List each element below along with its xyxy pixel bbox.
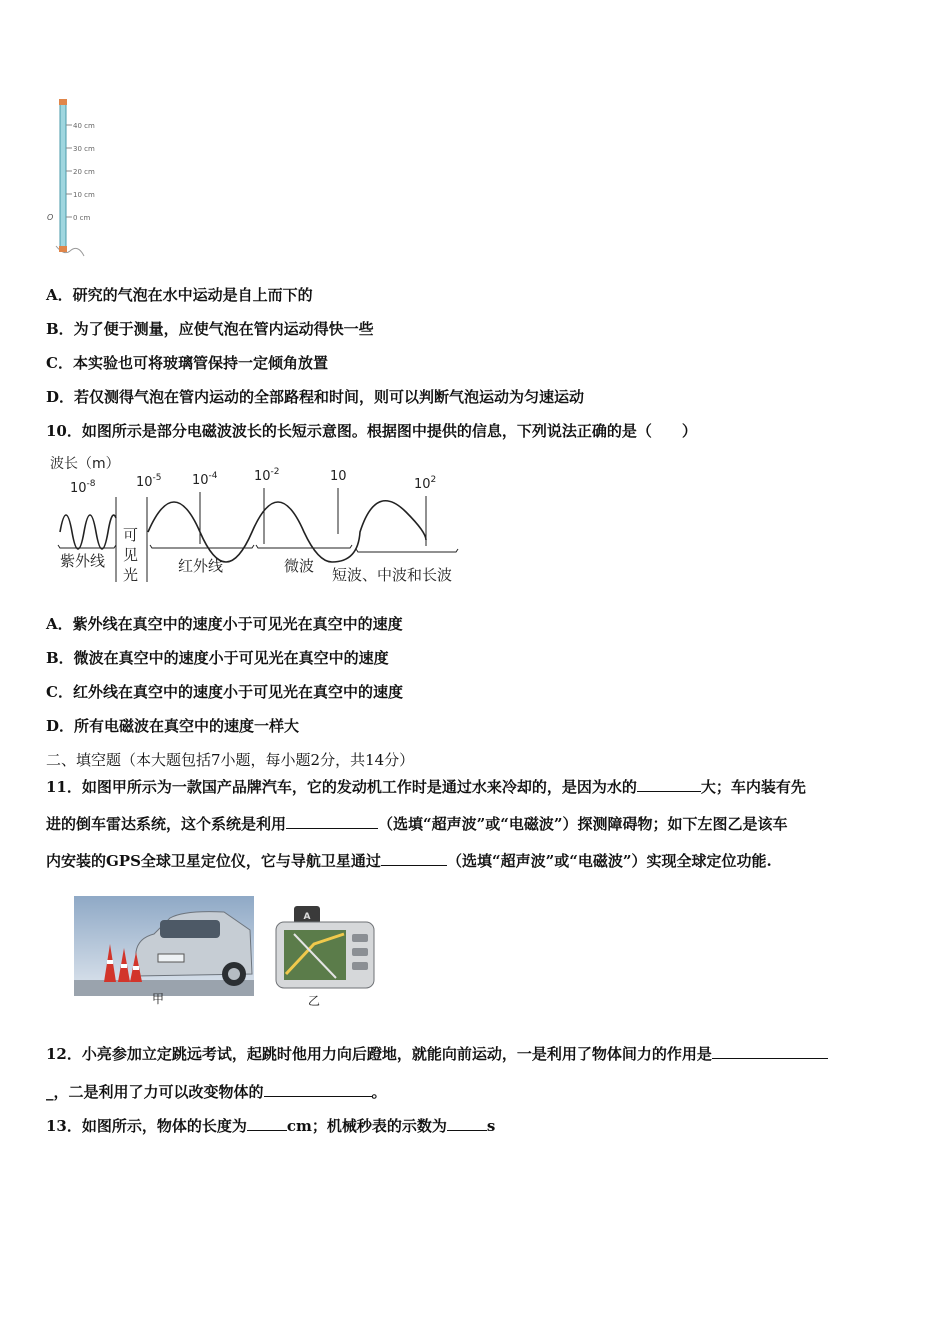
gps-button xyxy=(352,962,368,970)
q9-option-b: B．为了便于测量，应使气泡在管内运动得快一些 xyxy=(46,320,374,338)
wl-label: $10^{-5}$ xyxy=(136,473,162,490)
gps-antenna-logo: A xyxy=(303,912,311,922)
answer-blank[interactable] xyxy=(286,813,378,829)
cone-stripe xyxy=(121,964,127,968)
car-wheel-hub xyxy=(228,968,240,980)
q12-text: _，二是利用了力可以改变物体的 xyxy=(46,1083,264,1101)
q13-line xyxy=(46,1115,495,1136)
wl-label: $10^{-8}$ xyxy=(70,479,96,496)
q13-text: 13．如图所示，物体的长度为 xyxy=(46,1117,247,1135)
q11-text: （选填“超声波”或“电磁波”）实现全球定位功能. xyxy=(446,852,772,870)
tick-label: 20 cm xyxy=(73,168,95,176)
wl-label: $10^2$ xyxy=(414,475,437,492)
car-rear-window xyxy=(160,920,220,938)
band-brace xyxy=(356,549,458,552)
wavelength-axis-label: 波长（m） xyxy=(50,456,120,472)
q12-line-1 xyxy=(46,1043,828,1064)
q10-option-b: B．微波在真空中的速度小于可见光在真空中的速度 xyxy=(46,649,389,667)
q9-option-d: D．若仅测得气泡在管内运动的全部路程和时间，则可以判断气泡运动为匀速运动 xyxy=(46,388,585,406)
visible-char: 可 xyxy=(123,526,139,544)
glass-tube xyxy=(60,101,66,251)
answer-blank[interactable] xyxy=(712,1043,828,1059)
band-label-uv: 紫外线 xyxy=(60,552,106,570)
cone-stripe xyxy=(107,960,113,964)
q10-option-c: C．红外线在真空中的速度小于可见光在真空中的速度 xyxy=(46,683,403,701)
q11-text: 大；车内装有先 xyxy=(700,778,806,796)
answer-blank[interactable] xyxy=(247,1115,287,1131)
visible-char: 见 xyxy=(123,546,139,564)
q12-line-2 xyxy=(46,1081,387,1102)
band-brace xyxy=(58,545,116,548)
band-label-radio: 短波、中波和长波 xyxy=(332,566,453,584)
visible-char: 光 xyxy=(123,566,139,584)
cone-stripe xyxy=(133,966,139,970)
q11-line-2 xyxy=(46,813,788,834)
band-brace xyxy=(150,545,254,548)
tube-cap-bottom xyxy=(59,246,67,252)
wl-label: $10^{-2}$ xyxy=(254,467,280,484)
bubble-tube-figure xyxy=(44,96,124,261)
answer-blank[interactable] xyxy=(381,850,447,866)
q11-text: （选填“超声波”或“电磁波”）探测障碍物；如下左图乙是该车 xyxy=(378,815,788,833)
band-brace xyxy=(256,545,352,548)
q9-option-c: C．本实验也可将玻璃管保持一定倾角放置 xyxy=(46,354,328,372)
tick-label: 10 cm xyxy=(73,191,95,199)
band-label-ir: 红外线 xyxy=(178,557,224,575)
q9-option-a: A．研究的气泡在水中运动是自上而下的 xyxy=(46,286,313,304)
q12-text: 。 xyxy=(371,1083,387,1101)
answer-blank[interactable] xyxy=(637,776,701,792)
q11-text: 进的倒车雷达系统，这个系统是利用 xyxy=(46,815,287,833)
answer-blank[interactable] xyxy=(447,1115,487,1131)
q10-option-a: A．紫外线在真空中的速度小于可见光在真空中的速度 xyxy=(46,615,403,633)
wave-curve xyxy=(60,501,426,562)
tube-cap-top xyxy=(59,99,67,105)
q11-text: 内安装的GPS全球卫星定位仪，它与导航卫星通过 xyxy=(46,852,381,870)
answer-blank[interactable] xyxy=(264,1081,372,1097)
tick-label: 30 cm xyxy=(73,145,95,153)
q11-line-3 xyxy=(46,850,772,871)
car-radar-image xyxy=(74,896,254,1006)
q11-line-1 xyxy=(46,776,806,797)
q10-stem: 10．如图所示是部分电磁波波长的长短示意图。根据图中提供的信息，下列说法正确的是（ ） xyxy=(46,422,697,440)
q13-text: s xyxy=(486,1117,496,1135)
q10-option-d: D．所有电磁波在真空中的速度一样大 xyxy=(46,717,300,735)
q13-text: cm；机械秒表的示数为 xyxy=(286,1117,447,1135)
license-plate xyxy=(158,954,184,962)
q11-text: 11．如图甲所示为一款国产品牌汽车，它的发动机工作时是通过水来冷却的，是因为水的 xyxy=(46,778,637,796)
image-label-b: 乙 xyxy=(308,994,321,1008)
em-wave-figure xyxy=(46,452,476,587)
gps-device-image xyxy=(274,904,378,1008)
wl-label: 10 xyxy=(330,469,347,484)
band-label-microwave: 微波 xyxy=(284,557,315,575)
gps-button xyxy=(352,948,368,956)
section-heading: 二、填空题（本大题包括7小题，每小题2分，共14分） xyxy=(46,751,415,769)
tick-label: 40 cm xyxy=(73,122,95,130)
q12-text: 12．小亮参加立定跳远考试，起跳时他用力向后蹬地，就能向前运动，一是利用了物体间力的作用是 xyxy=(46,1045,712,1063)
origin-label: O xyxy=(47,213,54,222)
gps-button xyxy=(352,934,368,942)
wl-label: $10^{-4}$ xyxy=(192,471,218,488)
tick-label: 0 cm xyxy=(73,214,91,222)
image-label-a: 甲 xyxy=(152,992,165,1006)
